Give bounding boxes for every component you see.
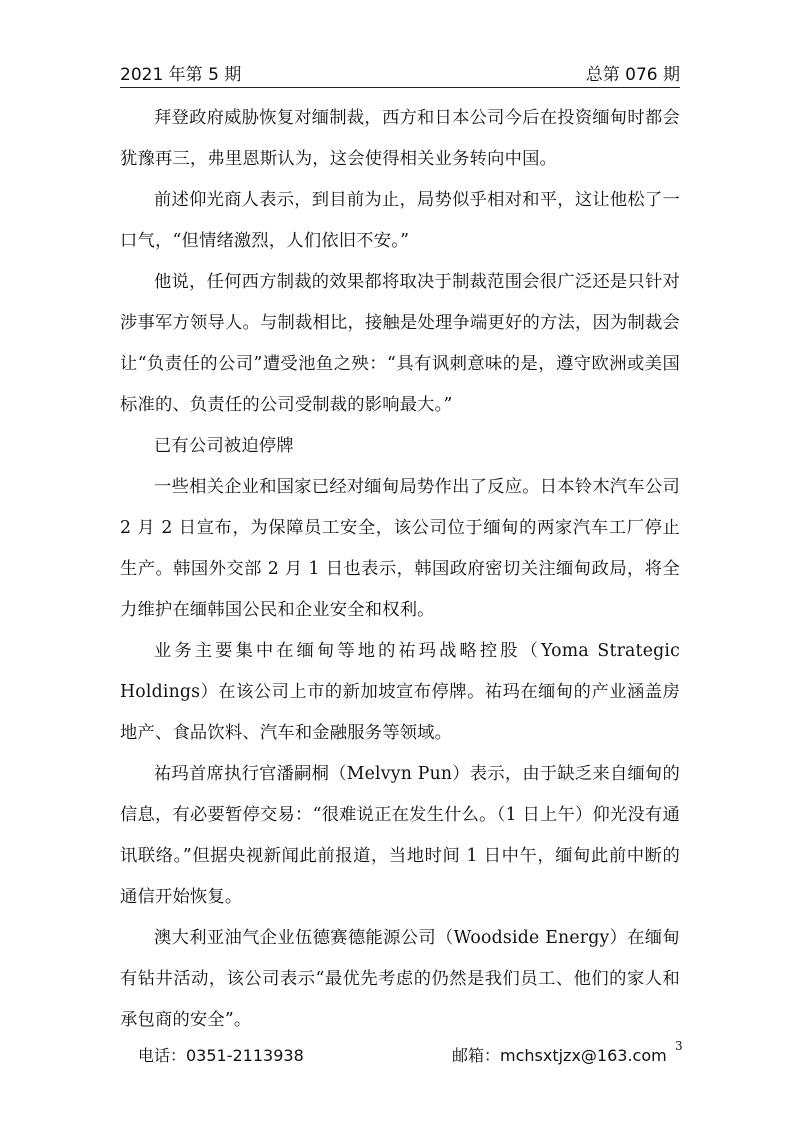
article-body: [120, 98, 680, 1041]
paragraph: 澳大利亚油气企业伍德赛德能源公司（Woodside Energy）在缅甸有钻井活动，该公司表示“最优先考虑的仍然是我们员工、他们的家人和承包商的安全”。: [120, 928, 680, 1030]
section-heading: 已有公司被迫停牌: [154, 436, 294, 456]
paragraph: 拜登政府威胁恢复对缅制裁，西方和日本公司今后在投资缅甸时都会犹豫再三，弗里恩斯认为，这会使得相关业务转向中国。: [120, 108, 680, 169]
header-divider: [120, 87, 680, 88]
issue-number: 2021 年第 5 期: [120, 65, 242, 85]
paragraph: 祐玛首席执行官潘嗣桐（Melvyn Pun）表示，由于缺乏来自缅甸的信息，有必要暂停交易：“很难说正在发生什么。（1 日上午）仰光没有通讯联络。”但据央视新闻此前报道，当地时间 1 日中午，缅甸此前中断的通信开始恢复。: [120, 764, 680, 907]
paragraph: 前述仰光商人表示，到目前为止，局势似乎相对和平，这让他松了一口气，“但情绪激烈，人们依旧不安。”: [120, 190, 680, 251]
paragraph: 一些相关企业和国家已经对缅甸局势作出了反应。日本铃木汽车公司 2 月 2 日宣布，为保障员工安全，该公司位于缅甸的两家汽车工厂停止生产。韩国外交部 2 月 1 日也表示，韩国政府密切关注缅甸政局，将全力维护在缅韩国公民和企业安全和权利。: [120, 477, 680, 620]
page-header: [120, 60, 680, 86]
paragraph: 业务主要集中在缅甸等地的祐玛战略控股（Yoma Strategic Holdings）在该公司上市的新加坡宣布停牌。祐玛在缅甸的产业涵盖房地产、食品饮料、汽车和金融服务等领域。: [120, 641, 680, 743]
paragraph: 他说，任何西方制裁的效果都将取决于制裁范围会很广泛还是只针对涉事军方领导人。与制裁相比，接触是处理争端更好的方法，因为制裁会让“负责任的公司”遭受池鱼之殃：“具有讽刺意味的是，遵守欧洲或美国标准的、负责任的公司受制裁的影响最大。”: [120, 272, 680, 415]
page-footer: [0, 1039, 800, 1067]
contact-email: 邮箱：mchsxtjzx@163.com: [452, 1046, 667, 1065]
page-number: 3: [675, 1039, 683, 1053]
contact-phone: 电话：0351-2113938: [138, 1046, 304, 1065]
total-issue-number: 总第 076 期: [585, 65, 680, 85]
